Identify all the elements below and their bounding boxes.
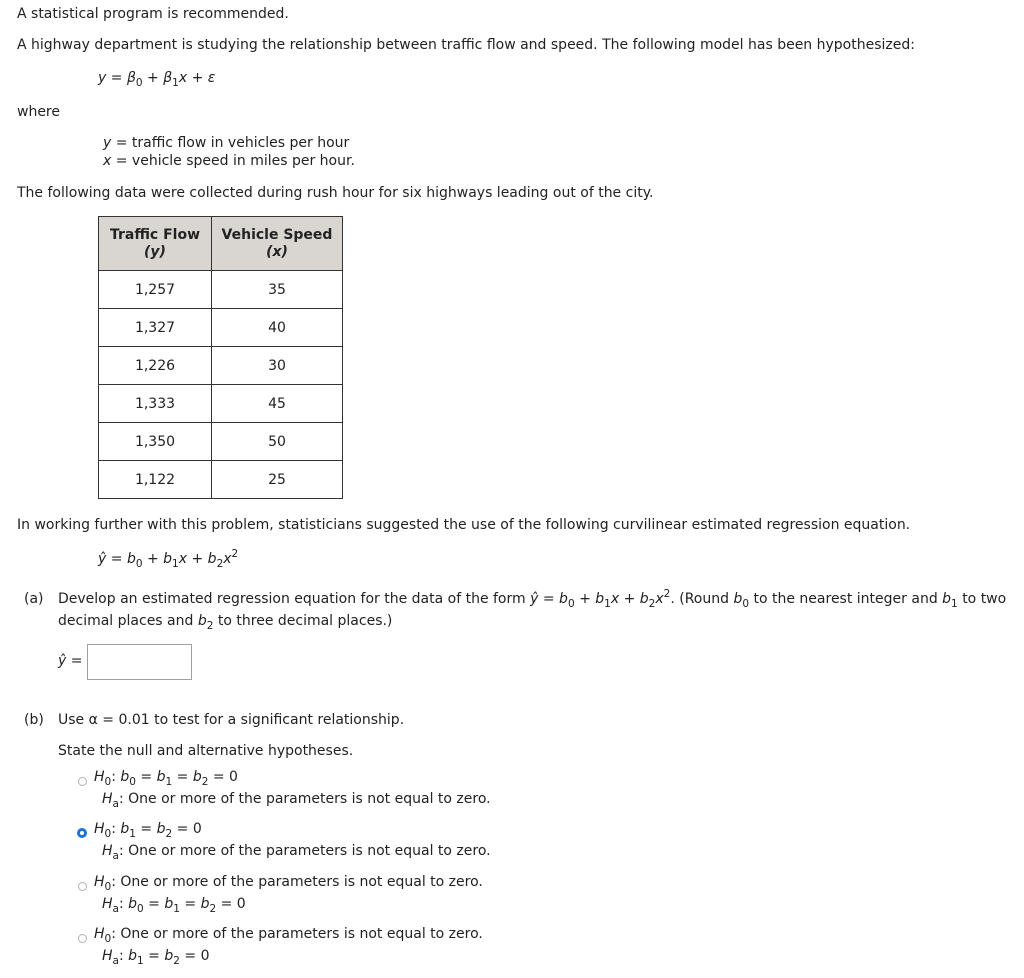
part-a-instructions: Develop an estimated regression equation for the data of the form ŷ = $b_0 + b_1x + b_2x^2$. (Round $b_0$ to the nearest integer and $b_1$ to two <box>58 588 1007 610</box>
definition-x: x = vehicle speed in miles per hour. <box>103 153 355 169</box>
recommend-text: A statistical program is recommended. <box>17 6 289 22</box>
data-table <box>98 216 343 499</box>
radio-option-3[interactable] <box>78 882 87 891</box>
table-row: 1,226 30 <box>99 347 343 385</box>
option-3-ha: $H_a$: $b_0 = b_1 = b_2 = 0$ <box>102 896 246 915</box>
option-4-h0: $H_0$: One or more of the parameters is not equal to zero. <box>94 926 483 945</box>
radio-option-1[interactable] <box>78 777 87 786</box>
table-row: 1,122 25 <box>99 461 343 499</box>
model-equation: $y = \beta_0 + \beta_1x + \varepsilon$ <box>98 70 216 89</box>
option-2-h0: $H_0$: $b_1 = b_2 = 0$ <box>94 821 202 840</box>
radio-option-2[interactable] <box>77 828 87 838</box>
option-3-h0: $H_0$: One or more of the parameters is not equal to zero. <box>94 874 483 893</box>
where-text: where <box>17 104 60 120</box>
part-b-label: (b) <box>24 712 44 728</box>
further-text: In working further with this problem, statisticians suggested the use of the following curvilinear estimated regression equation. <box>17 517 911 533</box>
problem-text: A highway department is studying the relationship between traffic flow and speed. The following model has been hypothesized: <box>17 37 915 53</box>
part-a-instructions-2: decimal places and $b_2$ to three decimal places.) <box>58 613 393 632</box>
table-row: 1,327 40 <box>99 309 343 347</box>
data-intro-text: The following data were collected during rush hour for six highways leading out of the city. <box>17 185 654 201</box>
header-vehicle-speed: Vehicle Speed (x) <box>212 217 343 271</box>
state-hypotheses-text: State the null and alternative hypotheses. <box>58 743 354 759</box>
yhat-label: ŷ = <box>58 653 83 669</box>
option-4-ha: $H_a$: $b_1 = b_2 = 0$ <box>102 948 210 967</box>
header-traffic-flow: Traffic Flow (y) <box>99 217 212 271</box>
curvilinear-equation: ŷ = $b_0 + b_1x + b_2x^2$ <box>98 548 239 570</box>
part-a-label: (a) <box>24 591 44 607</box>
definition-y: y = traffic flow in vehicles per hour <box>103 135 350 151</box>
regression-answer-input[interactable] <box>87 644 192 680</box>
option-2-ha: $H_a$: One or more of the parameters is not equal to zero. <box>102 843 491 862</box>
table-row: 1,257 35 <box>99 271 343 309</box>
option-1-ha: $H_a$: One or more of the parameters is not equal to zero. <box>102 791 491 810</box>
radio-option-4[interactable] <box>78 934 87 943</box>
table-row: 1,333 45 <box>99 385 343 423</box>
part-b-text: Use α = 0.01 to test for a significant relationship. <box>58 712 405 728</box>
table-row: 1,350 50 <box>99 423 343 461</box>
option-1-h0: $H_0$: $b_0 = b_1 = b_2 = 0$ <box>94 769 238 788</box>
